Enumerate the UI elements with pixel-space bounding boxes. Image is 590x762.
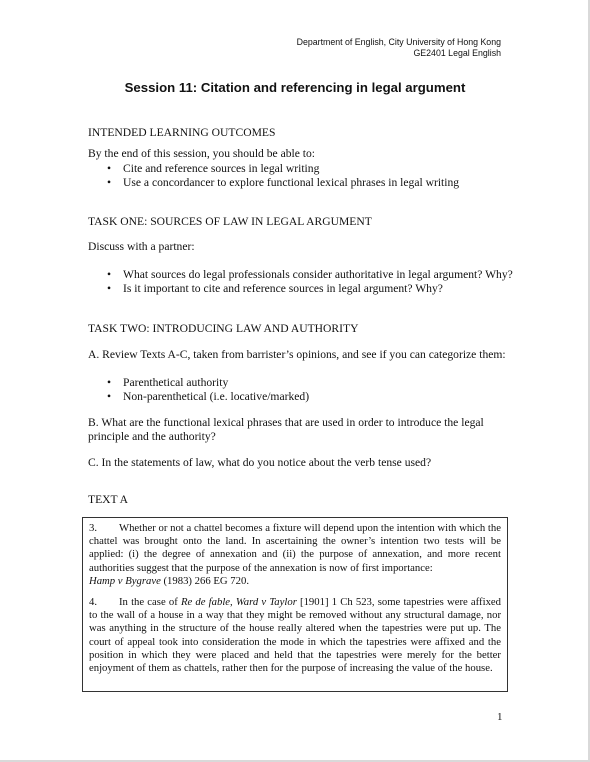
ilo-heading: INTENDED LEARNING OUTCOMES [88, 126, 276, 139]
task2-question-b: B. What are the functional lexical phrases that are used in order to introduce the legal principle and the authority? [88, 416, 484, 443]
text-a-heading: TEXT A [88, 493, 129, 506]
task2-heading: TASK TWO: INTRODUCING LAW AND AUTHORITY [88, 322, 359, 335]
list-item: • Use a concordancer to explore functional lexical phrases in legal writing [107, 176, 459, 190]
task1-list [107, 268, 513, 296]
text-a-box [82, 517, 508, 692]
page-header [297, 37, 501, 59]
paragraph-lead: In the case of [119, 596, 181, 609]
case-name: Hamp v Bygrave [89, 574, 161, 587]
task1-intro: Discuss with a partner: [88, 240, 195, 253]
header-department: Department of English, City University of Hong Kong [296, 37, 501, 47]
ilo-list [107, 162, 459, 190]
text-a-paragraph-4 [89, 596, 501, 675]
list-item: • Cite and reference sources in legal writing [107, 162, 459, 176]
paragraph-number: 3. [89, 522, 98, 534]
case-citation: (1983) 266 EG 720. [160, 574, 249, 587]
header-course: GE2401 Legal English [413, 48, 501, 58]
task2-list [107, 376, 309, 404]
paragraph-body: [1901] 1 Ch 523, some tapestries were affixed to the wall of a house in a way that they might be removed without any structural damage, nor was anything in the structure of the house really altered when the tapestries were put up. The court of appeal took into consideration the mode in which the tapestries were affixed and the position in which they were placed and held that the tapestries were merely for the better enjoyment of them as chattels, rather then for the purpose of increasing the value of the house. [89, 596, 501, 675]
page-title: Session 11: Citation and referencing in legal argument [124, 80, 466, 95]
task2-question-c: C. In the statements of law, what do you notice about the verb tense used? [88, 456, 432, 469]
task2-question-a: A. Review Texts A-C, taken from barrister’s opinions, and see if you can categorize them: [88, 348, 506, 361]
paragraph-number: 4. [89, 596, 98, 609]
task1-heading: TASK ONE: SOURCES OF LAW IN LEGAL ARGUMENT [88, 215, 372, 228]
ilo-intro: By the end of this session, you should be able to: [88, 147, 316, 160]
paragraph-body: Whether or not a chattel becomes a fixture will depend upon the intention with which the chattel was brought onto the land. In ascertaining the owner’s intention two tests will be applied: (i) the degree of annexation and (ii) the purpose of annexation, and more recent authorities suggest that the purpose of the annexation is now of first importance: [89, 522, 501, 574]
list-item: • Is it important to cite and reference sources in legal argument? Why? [107, 282, 513, 296]
list-item: • Non-parenthetical (i.e. locative/marked) [107, 390, 309, 404]
list-item: • What sources do legal professionals consider authoritative in legal argument? Why? [107, 268, 513, 282]
list-item: • Parenthetical authority [107, 376, 309, 390]
page-number: 1 [497, 711, 503, 723]
case-name: Re de fable, Ward v Taylor [180, 596, 297, 609]
text-a-paragraph-3 [89, 522, 501, 588]
